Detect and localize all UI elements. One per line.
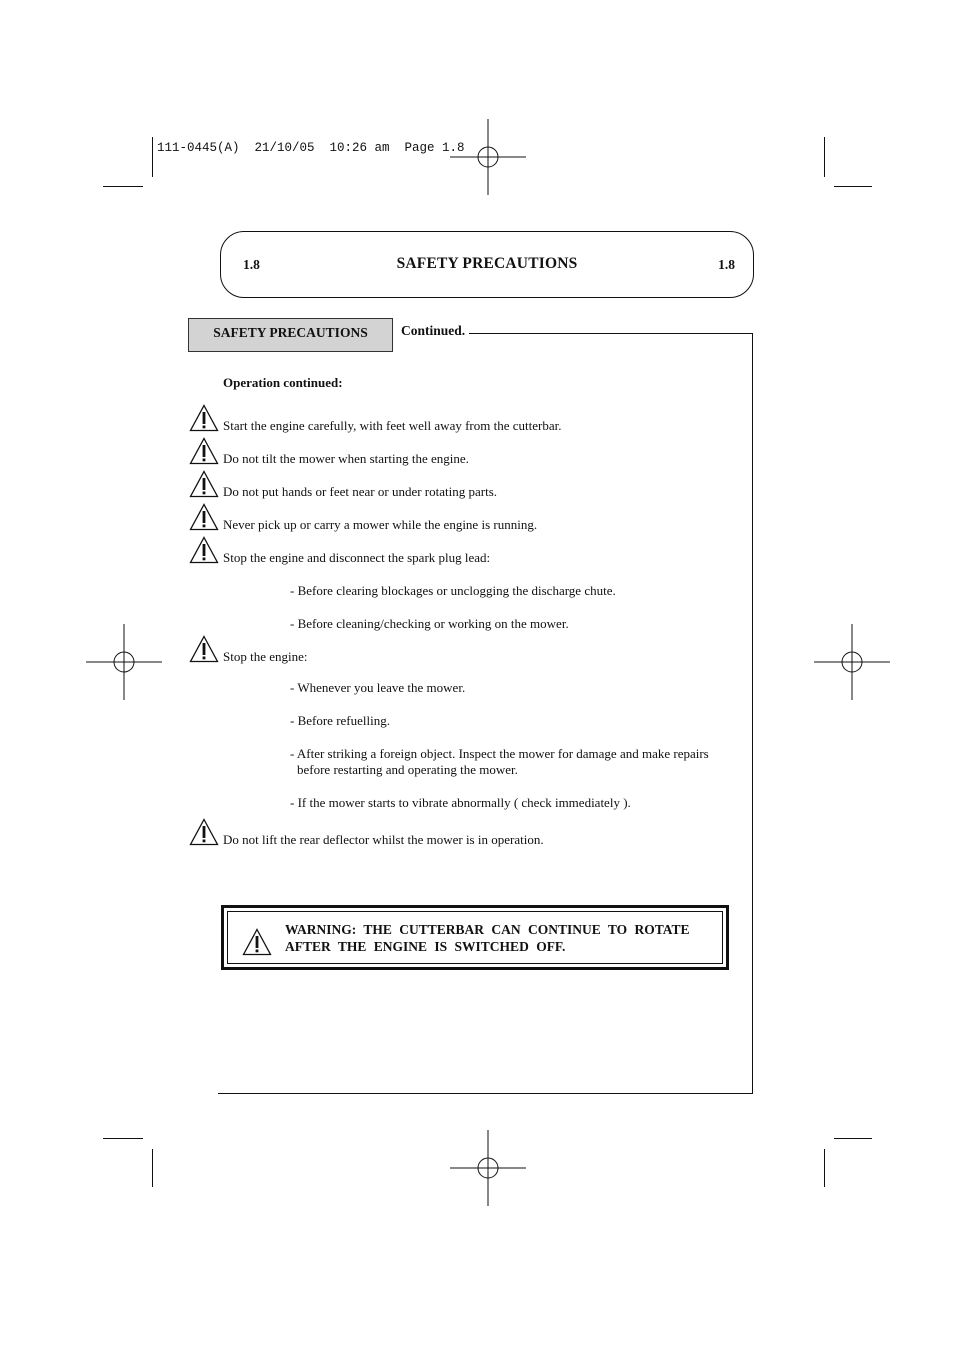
list-item: Do not lift the rear deflector whilst the mower is in operation. xyxy=(223,832,544,847)
subheading: Operation continued: xyxy=(223,375,343,390)
warning-triangle-icon xyxy=(189,635,219,663)
crosshair-registration-icon xyxy=(450,1130,526,1206)
crosshair-registration-icon xyxy=(86,624,162,700)
warning-text xyxy=(285,921,715,955)
list-item: Stop the engine and disconnect the spark plug lead: xyxy=(223,550,491,565)
frame-top-rule xyxy=(469,333,753,334)
sub-item: - Before clearing blockages or unclogging the discharge chute. xyxy=(290,583,616,598)
crop-mark xyxy=(824,1149,825,1187)
crop-mark xyxy=(152,137,153,177)
warning-triangle-icon xyxy=(189,404,219,432)
list-item: Do not put hands or feet near or under rotating parts. xyxy=(223,484,498,499)
continued-label: Continued. xyxy=(401,323,466,338)
crop-mark xyxy=(103,1138,143,1139)
print-slug: 111-0445(A) 21/10/05 10:26 am Page 1.8 xyxy=(157,141,465,155)
page-header xyxy=(220,231,754,298)
sub-item: - If the mower starts to vibrate abnormally ( check immediately ). xyxy=(290,795,631,810)
warning-triangle-icon xyxy=(189,437,219,465)
crop-mark xyxy=(103,186,143,187)
page-title: SAFETY PRECAUTIONS xyxy=(396,255,578,272)
list-item: Do not tilt the mower when starting the engine. xyxy=(223,451,469,466)
warning-box xyxy=(221,905,729,970)
sub-item: - Before cleaning/checking or working on the mower. xyxy=(290,616,569,631)
section-tab: SAFETY PRECAUTIONS xyxy=(188,318,393,352)
frame-right-rule xyxy=(752,333,753,1094)
sub-item: - Before refuelling. xyxy=(290,713,390,728)
crosshair-registration-icon xyxy=(814,624,890,700)
warning-triangle-icon xyxy=(189,818,219,846)
crosshair-registration-icon xyxy=(450,119,526,195)
section-number-left: 1.8 xyxy=(243,257,260,272)
crop-mark xyxy=(152,1149,153,1187)
sub-item: - After striking a foreign object. Inspect the mower for damage and make repairs xyxy=(290,746,709,761)
warning-triangle-icon xyxy=(242,928,272,956)
list-item: Start the engine carefully, with feet well away from the cutterbar. xyxy=(223,418,562,433)
sub-item-continuation: before restarting and operating the mower. xyxy=(297,762,518,777)
list-item: Stop the engine: xyxy=(223,649,308,664)
warning-triangle-icon xyxy=(189,536,219,564)
section-number-right: 1.8 xyxy=(718,257,735,272)
sub-item: - Whenever you leave the mower. xyxy=(290,680,466,695)
list-item: Never pick up or carry a mower while the engine is running. xyxy=(223,517,538,532)
crop-mark xyxy=(834,186,872,187)
warning-line-1: WARNING: THE CUTTERBAR CAN CONTINUE TO ROTATE xyxy=(285,922,690,937)
warning-line-2: AFTER THE ENGINE IS SWITCHED OFF. xyxy=(285,939,566,954)
warning-triangle-icon xyxy=(189,470,219,498)
warning-triangle-icon xyxy=(189,503,219,531)
crop-mark xyxy=(824,137,825,177)
crop-mark xyxy=(834,1138,872,1139)
frame-bottom-rule xyxy=(218,1093,753,1094)
